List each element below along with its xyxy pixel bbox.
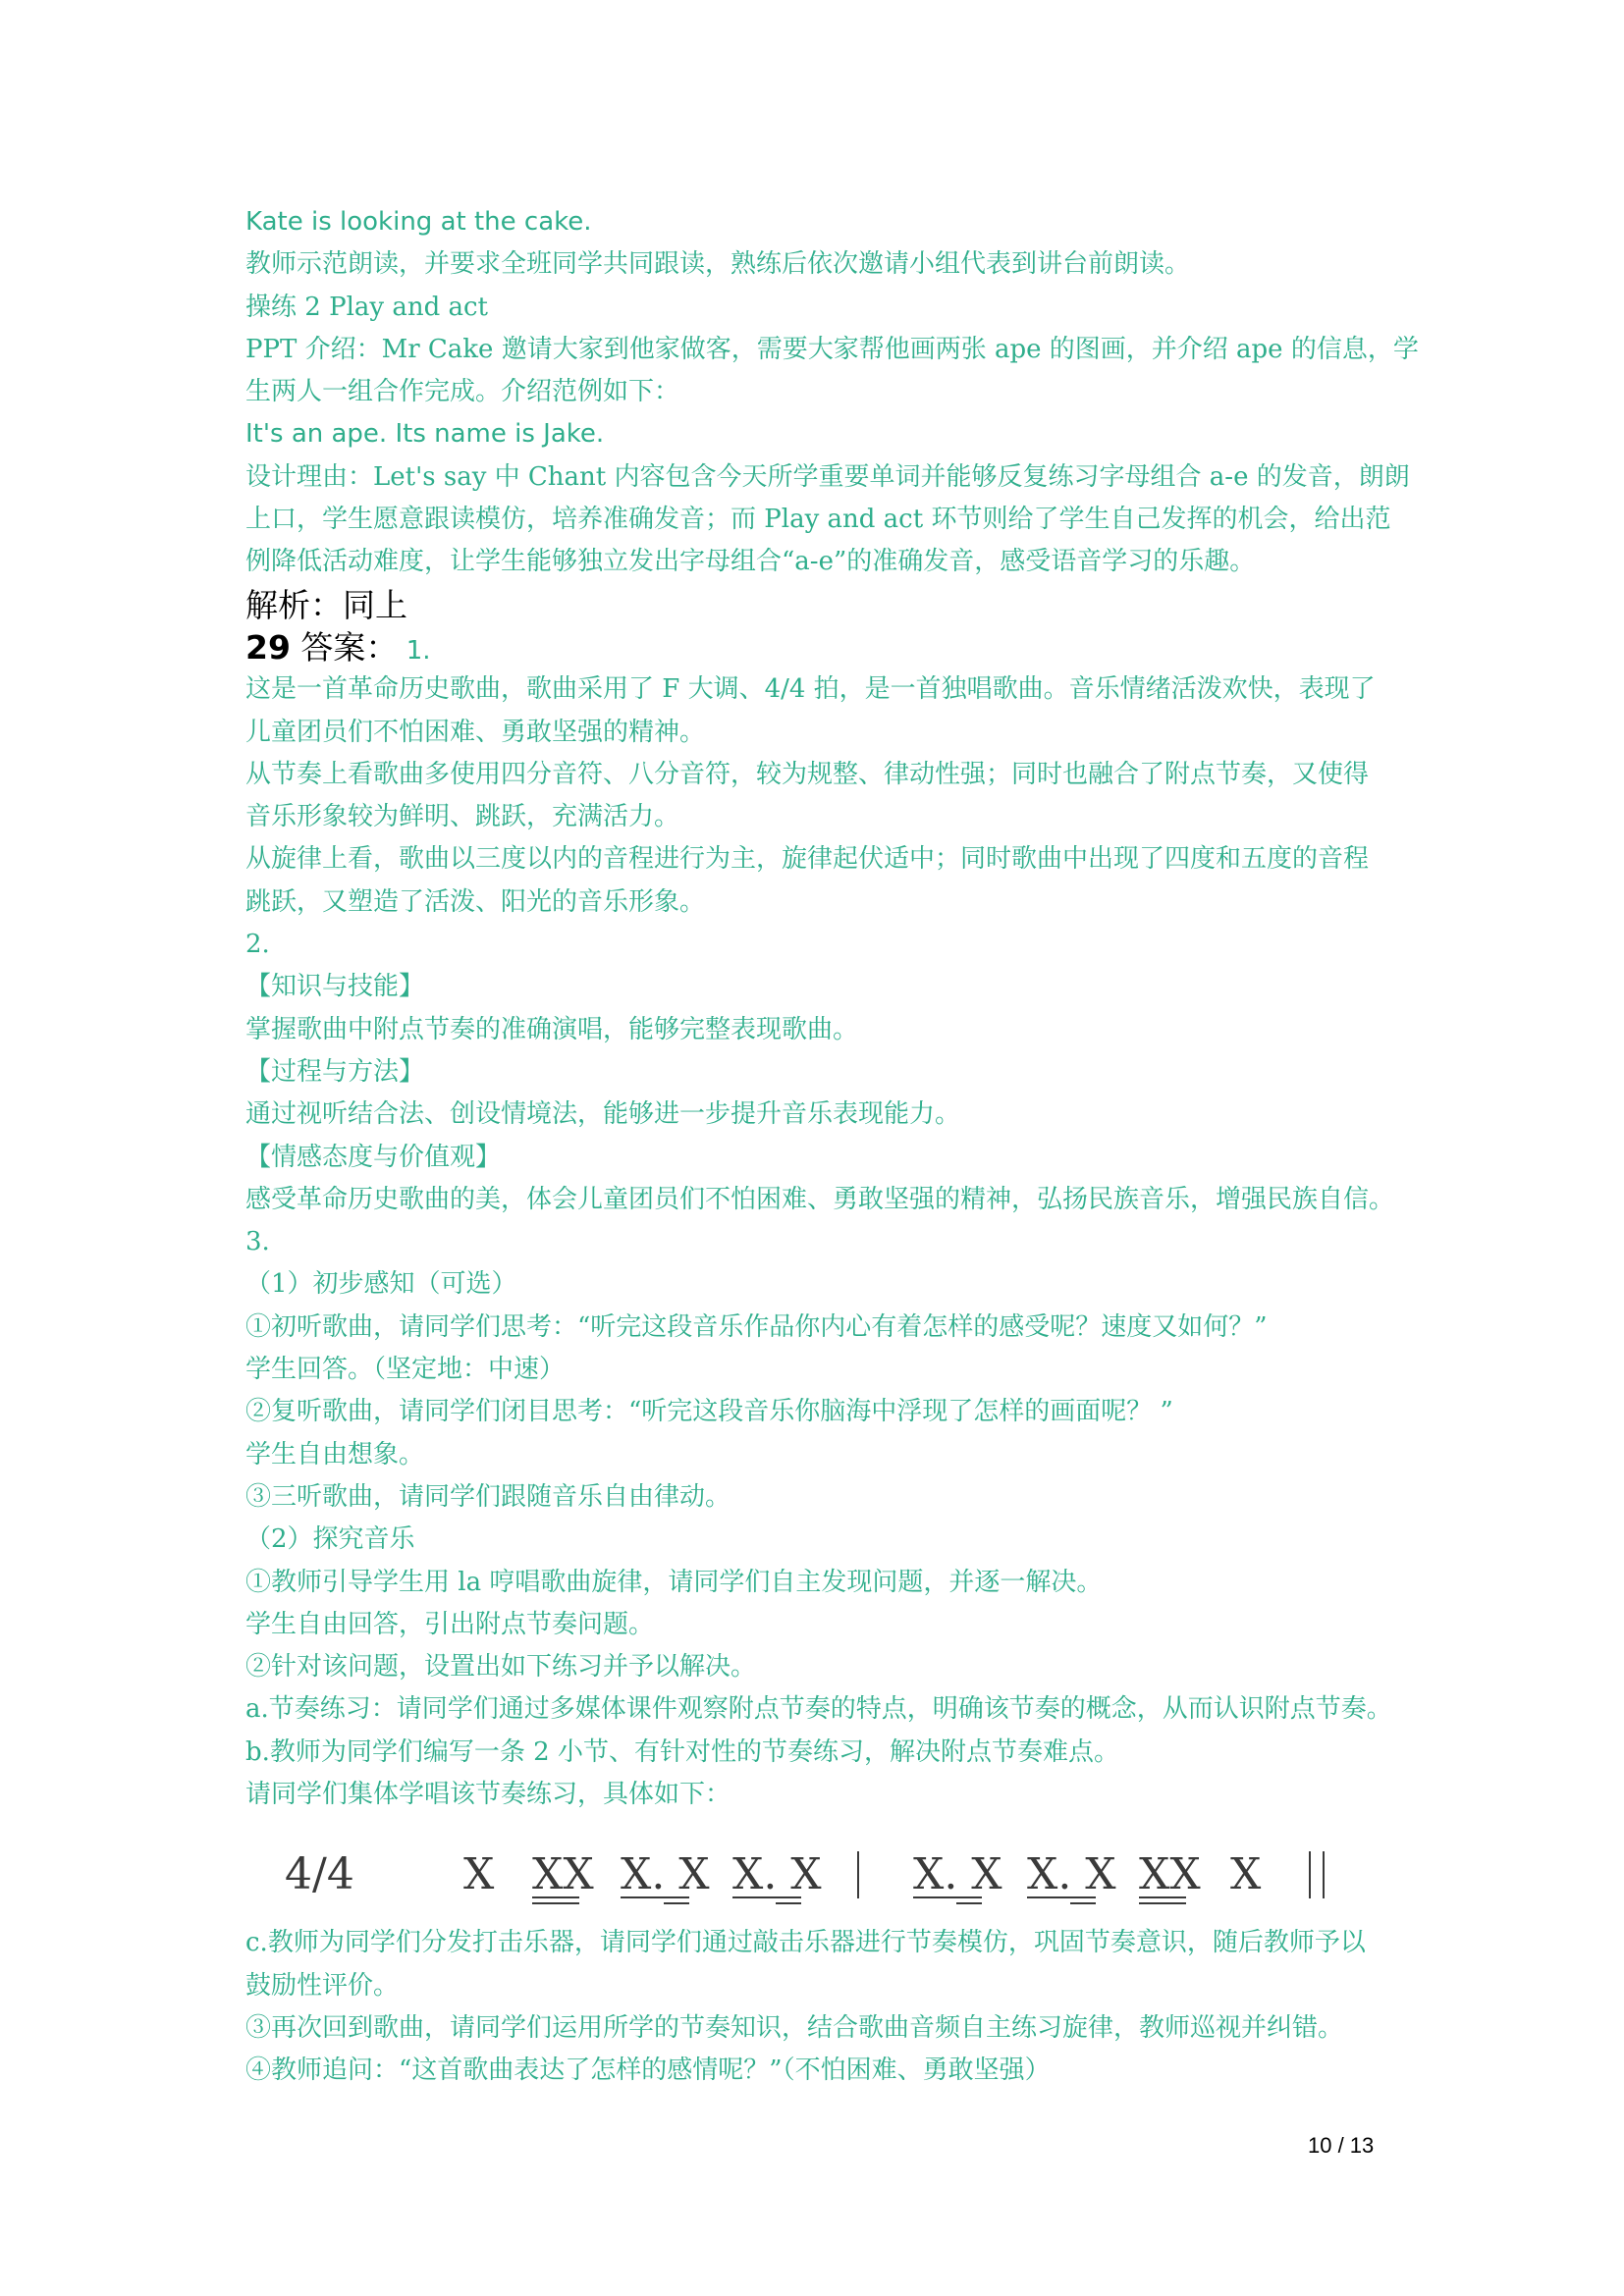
example-sentence-kate: Kate is looking at the cake. — [245, 207, 592, 237]
process-method-heading: 【过程与方法】 — [245, 1056, 425, 1087]
step-1-item-3: ③三听歌曲，请同学们跟随音乐自由律动。 — [245, 1481, 731, 1512]
rhythm-note-m1-1: X — [463, 1849, 495, 1900]
ppt-intro-line-2: 生两人一组合作完成。介绍范例如下： — [245, 377, 680, 407]
song-analysis-line-2: 儿童团员们不怕困难、勇敢坚强的精神。 — [245, 717, 706, 747]
rhythm-note-m1-3: X. X — [621, 1849, 710, 1900]
step-2-item-2c-line-2: 鼓励性评价。 — [245, 1970, 400, 2001]
rhythm-note-m1-4: X. X — [732, 1849, 822, 1900]
rhythm-notation-svg — [245, 1820, 1384, 1922]
process-method-text: 通过视听结合法、创设情境法，能够进一步提升音乐表现能力。 — [245, 1099, 961, 1130]
design-reason-line-1: 设计理由：Let's say 中 Chant 内容包含今天所学重要单词并能够反复练习字母组合 a-e 的发音，朗朗 — [245, 461, 1410, 492]
emotion-values-heading: 【情感态度与价值观】 — [245, 1142, 502, 1172]
question-number: 29 — [245, 627, 291, 667]
page-number: 10 / 13 — [1308, 2133, 1375, 2158]
teacher-demo-line: 教师示范朗读，并要求全班同学共同跟读，熟练后依次邀请小组代表到讲台前朗读。 — [245, 249, 1191, 280]
step-1-item-1: ①初听歌曲，请同学们思考：“听完这段音乐作品你内心有着怎样的感受呢？速度又如何？” — [245, 1311, 1268, 1342]
time-signature: 4/4 — [285, 1849, 354, 1900]
step-1-item-1-answer: 学生回答。（坚定地：中速） — [245, 1355, 566, 1385]
analysis-heading: 解析：同上 — [245, 585, 407, 624]
knowledge-skills-heading: 【知识与技能】 — [245, 972, 425, 1002]
emotion-values-text: 感受革命历史歌曲的美，体会儿童团员们不怕困难、勇敢坚强的精神，弘扬民族音乐，增强民族自信。 — [245, 1184, 1395, 1214]
design-reason-line-2: 上口，学生愿意跟读模仿，培养准确发音；而 Play and act 环节则给了学生自己发挥的机会，给出范 — [245, 505, 1391, 535]
melody-analysis-line-2: 跳跃，又塑造了活泼、阳光的音乐形象。 — [245, 886, 706, 917]
part-3-number: 3. — [245, 1227, 270, 1257]
rhythm-note-m2-1: X. X — [913, 1849, 1002, 1900]
rhythm-note-m2-4: X — [1230, 1849, 1262, 1900]
step-2-item-1-answer: 学生自由回答，引出附点节奏问题。 — [245, 1609, 655, 1639]
ppt-intro-line-1: PPT 介绍：Mr Cake 邀请大家到他家做客，需要大家帮他画两张 ape 的图画，并介绍 ape 的信息，学 — [245, 334, 1419, 364]
step-2-item-2b: b.教师为同学们编写一条 2 小节、有针对性的节奏练习，解决附点节奏难点。 — [245, 1736, 1119, 1767]
rhythm-notation — [245, 1820, 1384, 1922]
step-2-heading: （2）探究音乐 — [245, 1524, 415, 1555]
answer-heading — [245, 626, 1384, 668]
knowledge-skills-text: 掌握歌曲中附点节奏的准确演唱，能够完整表现歌曲。 — [245, 1014, 859, 1044]
step-1-item-2: ②复听歌曲，请同学们闭目思考：“听完这段音乐你脑海中浮现了怎样的画面呢？ ” — [245, 1397, 1173, 1427]
step-2-item-2: ②针对该问题，设置出如下练习并予以解决。 — [245, 1652, 757, 1682]
step-2-item-4: ④教师追问：“这首歌曲表达了怎样的感情呢？”（不怕困难、勇敢坚强） — [245, 2056, 1051, 2086]
design-reason-line-3: 例降低活动难度，让学生能够独立发出字母组合“a-e”的准确发音，感受语音学习的乐趣。 — [245, 547, 1256, 577]
rhythm-note-m2-3: XX — [1139, 1849, 1201, 1900]
rhythm-note-m2-2: X. X — [1027, 1849, 1116, 1900]
part-2-number: 2. — [245, 930, 270, 960]
step-2-item-3: ③再次回到歌曲，请同学们运用所学的节奏知识，结合歌曲音频自主练习旋律，教师巡视并纠错。 — [245, 2012, 1344, 2043]
rhythm-note-m1-2: XX — [532, 1849, 594, 1900]
step-2-item-2a: a.节奏练习：请同学们通过多媒体课件观察附点节奏的特点，明确该节奏的概念，从而认识附点节奏。 — [245, 1694, 1392, 1725]
melody-analysis-line-1: 从旋律上看，歌曲以三度以内的音程进行为主，旋律起伏适中；同时歌曲中出现了四度和五度的音程 — [245, 844, 1370, 875]
answer-label: 答案： — [290, 627, 399, 667]
step-1-heading: （1）初步感知（可选） — [245, 1269, 517, 1300]
answer-part-1: 1. — [398, 635, 431, 666]
rhythm-analysis-line-1: 从节奏上看歌曲多使用四分音符、八分音符，较为规整、律动性强；同时也融合了附点节奏，又使得 — [245, 759, 1370, 789]
step-2-item-2c-line-1: c.教师为同学们分发打击乐器，请同学们通过敲击乐器进行节奏模仿，巩固节奏意识，随后教师予以 — [245, 1928, 1366, 1958]
step-1-item-2-answer: 学生自由想象。 — [245, 1439, 425, 1469]
song-analysis-line-1: 这是一首革命历史歌曲，歌曲采用了 F 大调、4/4 拍，是一首独唱歌曲。音乐情绪活泼欢快，表现了 — [245, 674, 1376, 705]
example-sentence-ape: It's an ape. Its name is Jake. — [245, 419, 605, 450]
step-2-item-1: ①教师引导学生用 la 哼唱歌曲旋律，请同学们自主发现问题，并逐一解决。 — [245, 1567, 1103, 1597]
rhythm-analysis-line-2: 音乐形象较为鲜明、跳跃，充满活力。 — [245, 802, 680, 832]
practice-2-title: 操练 2 Play and act — [245, 292, 489, 322]
rhythm-intro-line: 请同学们集体学唱该节奏练习，具体如下： — [245, 1779, 731, 1809]
page-content — [245, 201, 1419, 2092]
